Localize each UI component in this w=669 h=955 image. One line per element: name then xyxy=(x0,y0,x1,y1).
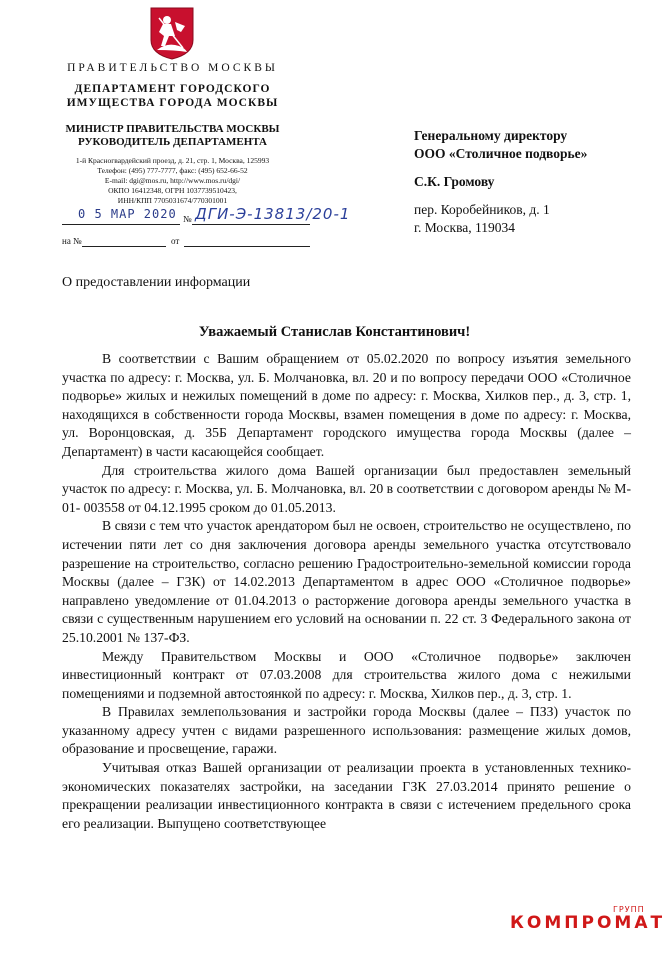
paragraph-3: В связи с тем что участок арендатором был не освоен, строительство не осуществлено, по истечении пяти лет со дня заключения договора аренды земельного участка отсутствовало разрешение на строительство, согласно решению Градостроительно-земельной комиссии города Москвы (далее – ГЗК) от 14.02.2013 Департаментом в адрес ООО «Столичное подворье» направлено уведомление от 01.04.2013 о расторжение договора аренды земельного участка в связи с существенным нарушением его условий на основании п. 22 ст. 3 Федерального закона от 25.10.2001 № 137-ФЗ. xyxy=(62,518,631,645)
paragraph-5: В Правилах землепользования и застройки города Москвы (далее – ПЗЗ) участок по указанному адресу учтен с видами разрешенного использования: размещение жилых домов, образование и просвещение, гаражи. xyxy=(62,704,631,757)
recipient-company: ООО «Столичное подворье» xyxy=(414,146,588,161)
paragraph-4: Между Правительством Москвы и ООО «Столичное подворье» заключен инвестиционный контракт от 07.03.2008 для строительства жилого дома с нежилыми помещениями и подземной автостоянкой по адресу: г. Москва, Хилков пер., д. 3, стр. 1. xyxy=(62,648,631,701)
department-inn: ИНН/КПП 7705031674/770301001 xyxy=(117,196,228,205)
department-email: E-mail: dgi@mos.ru, http://www.mos.ru/dgi/ xyxy=(104,176,241,185)
letter-body xyxy=(62,350,631,833)
department-title-line1: ДЕПАРТАМЕНТ ГОРОДСКОГО xyxy=(74,83,271,95)
reference-date-label: от xyxy=(171,236,180,246)
minister-title-line1: МИНИСТР ПРАВИТЕЛЬСТВА МОСКВЫ xyxy=(65,123,280,135)
letter-subject: О предоставлении информации xyxy=(62,275,251,290)
department-address: 1-й Красногвардейский проезд, д. 21, стр. 1, Москва, 125993 xyxy=(75,156,270,165)
recipient-address-line1: пер. Коробейников, д. 1 xyxy=(414,202,550,217)
recipient-name: С.К. Громову xyxy=(414,174,495,189)
department-okpo: ОКПО 16412348, ОГРН 1037739510423, xyxy=(108,186,237,195)
reference-number-underline xyxy=(82,246,166,247)
watermark-logo: КОМПРОМАТ xyxy=(510,913,666,933)
reference-number-label: на № xyxy=(62,236,82,246)
department-phone: Телефон: (495) 777-7777, факс: (495) 652-66-52 xyxy=(97,166,248,175)
government-title: ПРАВИТЕЛЬСТВО МОСКВЫ xyxy=(67,62,278,74)
minister-title-line2: РУКОВОДИТЕЛЬ ДЕПАРТАМЕНТА xyxy=(78,136,267,148)
recipient-position: Генеральному директору xyxy=(414,128,568,143)
paragraph-6: Учитывая отказ Вашей организации от реализации проекта в установленных технико-экономических показателях застройки, на заседании ГЗК 27.03.2014 принято решение о прекращении реализации инвестиционного контракта в связи с истечением предельного срока его реализации. Выпущено соответствующее xyxy=(62,760,631,831)
moscow-coat-of-arms-icon xyxy=(149,6,195,60)
reference-date-underline xyxy=(184,246,310,247)
registration-number: ДГИ-Э-13813/20-1 xyxy=(195,205,351,223)
watermark-small-text: ГРУПП xyxy=(613,905,645,914)
department-title-line2: ИМУЩЕСТВА ГОРОДА МОСКВЫ xyxy=(66,97,279,109)
number-label: № xyxy=(183,214,192,224)
date-stamp: 0 5 МАР 2020 xyxy=(78,207,177,221)
date-underline xyxy=(62,224,180,225)
paragraph-1: В соответствии с Вашим обращением от 05.02.2020 по вопросу изъятия земельного участка по адресу: г. Москва, ул. Б. Молчановка, вл. 20 и по вопросу передачи ООО «Столичное подворье» жилых и нежилых помещений в доме по адресу: г. Москва, Хилков пер., д. 3, стр. 1, находящихся в собственности города Москвы, взамен помещения в доме по адресу: г. Москва, ул. Воронцовская, д. 35Б Департамент городского имущества города Москвы (далее – Департамент) в части касающейся сообщает. xyxy=(62,351,631,459)
recipient-address-line2: г. Москва, 119034 xyxy=(414,220,516,235)
paragraph-2: Для строительства жилого дома Вашей организации был предоставлен земельный участок по адресу: г. Москва, ул. Б. Молчановка, вл. 20 в соответствии с договором аренды № М- 01- 003558 от 04.12.1995 сроком до 01.05.2013. xyxy=(62,462,631,515)
number-underline xyxy=(192,224,310,225)
letter-greeting: Уважаемый Станислав Константинович! xyxy=(198,324,471,340)
